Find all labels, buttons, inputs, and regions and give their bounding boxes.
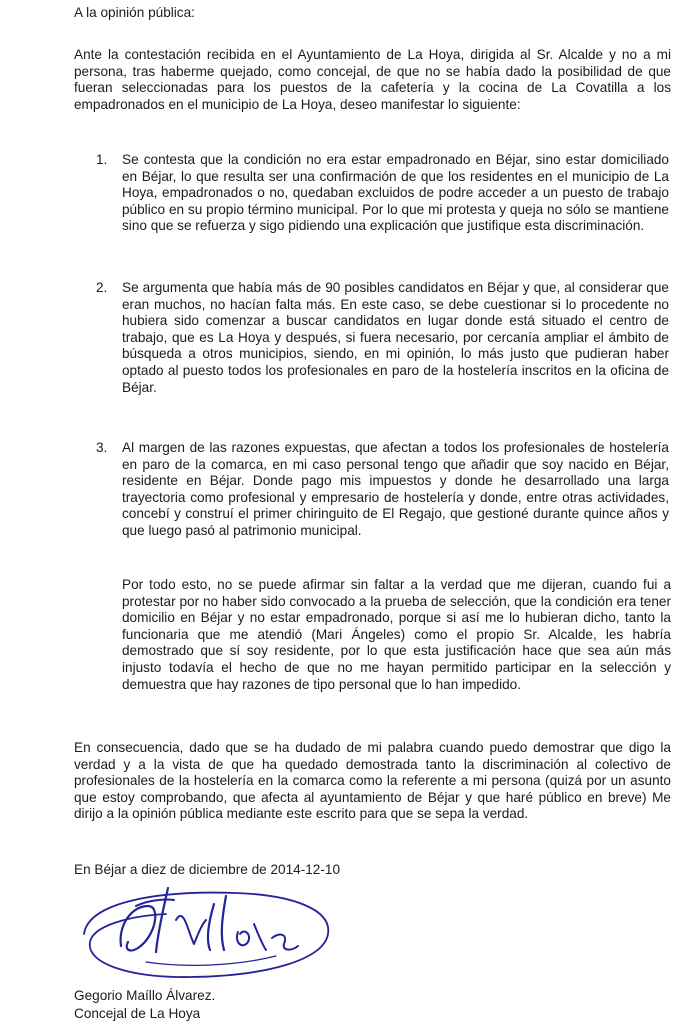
list-item-text: Se argumenta que había más de 90 posibles candidatos en Béjar y que, al considerar que eran muchos, no hacían falta más. En este caso, se debe cuestionar si lo procedente no hubiera sido comenzar a buscar candidatos en lugar donde está situado el centro de trabajo, que es La Hoya y después, si fuera necesario, por cercanía ampliar el ámbito de búsqueda a otros municipios, siendo, en mi opinión, lo más justo que pudieran haber optado al puesto todos los profesionales en paro de la hostelería inscritos en la oficina de Béjar. <box>122 280 669 395</box>
list-item-number: 3. <box>96 440 108 455</box>
signer-title: Concejal de La Hoya <box>74 1006 201 1021</box>
letter-intro-paragraph: Ante la contestación recibida en el Ayuntamiento de La Hoya, dirigida al Sr. Alcalde y no a mi persona, tras haberme quejado, como concejal, de que no se había dado la posibilidad de que fueran seleccionadas para los puestos de la cafetería y la cocina de La Covatilla a los empadronados en el municipio de La Hoya, deseo manifestar lo siguiente: <box>74 47 671 112</box>
item3-followup-paragraph: Por todo esto, no se puede afirmar sin faltar a la verdad que me dijeran, cuando fui a protestar por no haber sido convocado a la prueba de selección, que la condición era tener domicilio en Béjar y no estar empadronado, porque si así me lo hubieran dicho, tanto la funcionaria que me atendió (Mari Ángeles) como el propio Sr. Alcalde, les habría demostrado que sí soy residente, por lo que esta justificación hace que sea aún más injusto todavía el hecho de que no me hayan permitido participar en la selección y demuestra que hay razones de tipo personal que lo han impedido. <box>122 577 671 692</box>
letter-greeting: A la opinión pública: <box>74 5 195 20</box>
letter-date-line: En Béjar a diez de diciembre de 2014-12-10 <box>74 862 341 877</box>
list-item-text: Se contesta que la condición no era estar empadronado en Béjar, sino estar domiciliado en Béjar, lo que resulta ser una confirmación de que los residentes en el municipio de La Hoya, empadronados o no, quedaban excluidos de podre acceder a un puesto de trabajo público en su propio término municipal. Por lo que mi protesta y queja no sólo se mantiene sino que se refuerza y sigo pidiendo una explicación que justifique esta discriminación. <box>122 152 669 234</box>
list-item-number: 2. <box>96 280 108 295</box>
letter-conclusion-paragraph: En consecuencia, dado que se ha dudado de mi palabra cuando puedo demostrar que digo la verdad y a la vista de que ha quedado demostrada tanto la discriminación al colectivo de profesionales de la hostelería en la comarca como la referente a mi persona (quizá por un asunto que estoy comprobando, que afecta al ayuntamiento de Béjar y que haré público en breve) Me dirijo a la opinión pública mediante este escrito para que se sepa la verdad. <box>74 740 671 822</box>
numbered-list-item <box>96 280 671 430</box>
numbered-list-item <box>96 152 671 272</box>
signature-drawing <box>76 876 346 986</box>
list-item-number: 1. <box>96 152 108 167</box>
list-item-text: Al margen de las razones expuestas, que afectan a todos los profesionales de hostelería en paro de la comarca, en mi caso personal tengo que añadir que soy nacido en Béjar, residente en Béjar. Donde pago mis impuestos y donde he desarrollado una larga trayectoria como profesional y empresario de hostelería y donde, entre otras actividades, concebí y construí el primer chiringuito de El Regajo, que gestioné durante quince años y que luego pasó al patrimonio municipal. <box>122 440 669 538</box>
signer-name: Gegorio Maíllo Álvarez. <box>74 988 216 1003</box>
numbered-list-item <box>96 440 671 560</box>
handwritten-signature <box>76 876 346 986</box>
